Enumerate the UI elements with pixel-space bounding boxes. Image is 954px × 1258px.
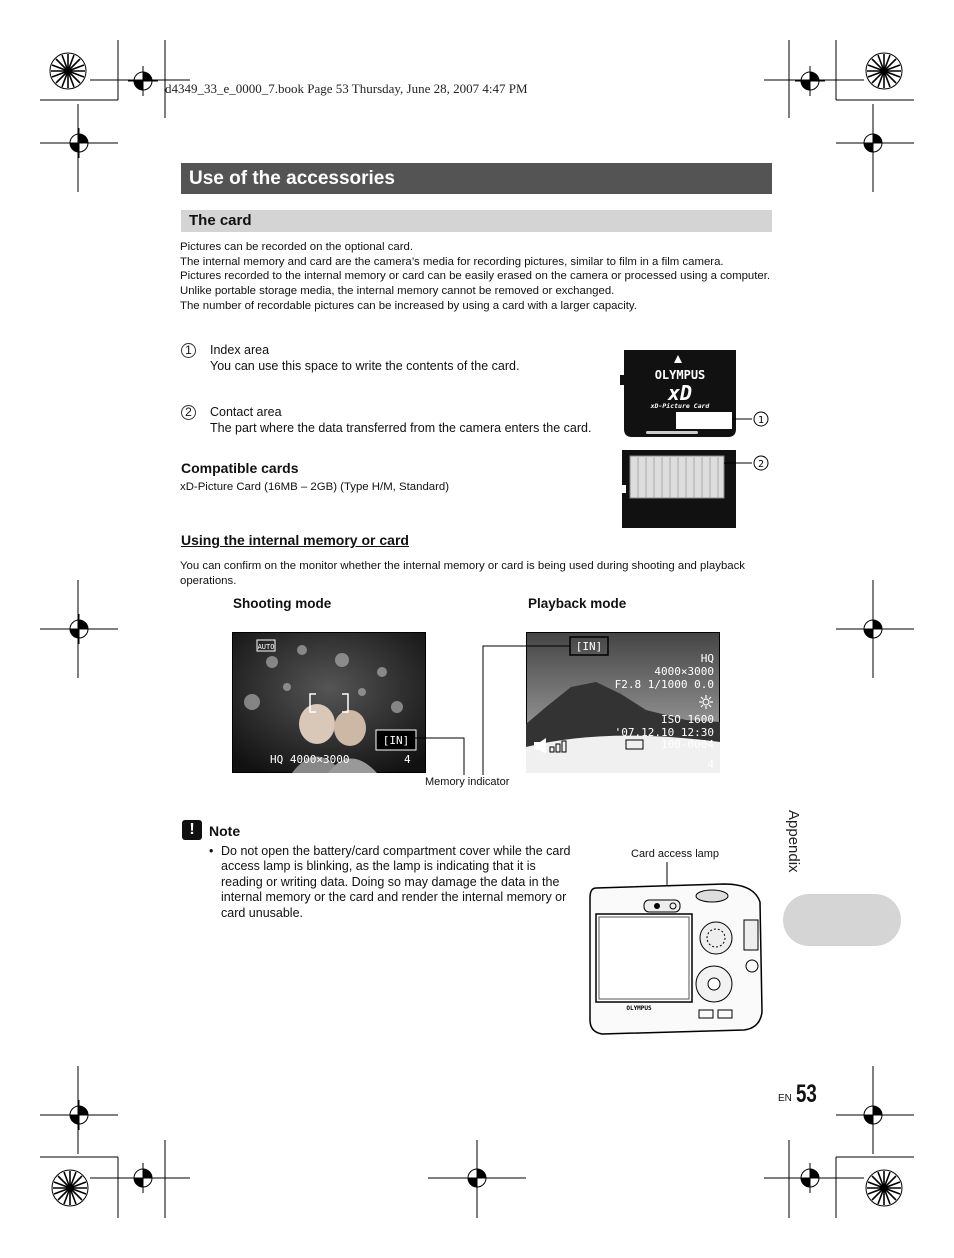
play-memory-indicator: [IN] xyxy=(575,640,603,653)
playback-mode-label: Playback mode xyxy=(528,596,627,611)
section-title: Use of the accessories xyxy=(181,163,772,194)
contact-area-desc: The part where the data transferred from the camera enters the card. xyxy=(210,421,592,435)
play-line: 100-0004 xyxy=(661,738,714,751)
memory-indicator-label: Memory indicator xyxy=(425,776,510,788)
note-bullet: • xyxy=(209,844,214,858)
intro-line: Pictures can be recorded on the optional card. xyxy=(180,241,414,253)
item-number: 2 xyxy=(181,405,196,420)
card-logo: xD xyxy=(667,381,693,405)
page-number: 53 xyxy=(796,1080,817,1108)
shoot-info: HQ 4000×3000 xyxy=(270,753,350,766)
note-text: Do not open the battery/card compartment cover while the card access lamp is blinking, as the lamp is indicating that it is reading or writing data. Doing so may damage the data in the internal memory or the card and render the internal memory or card unusable. xyxy=(221,844,571,920)
camera-brand: OLYMPUS xyxy=(626,1005,652,1012)
callout-1: 1 xyxy=(757,415,765,426)
side-tab-label: Appendix xyxy=(785,810,802,873)
intro-text xyxy=(180,240,776,314)
shoot-count: 4 xyxy=(404,753,411,766)
index-area-title: Index area xyxy=(210,343,270,357)
usage-title: Using the internal memory or card xyxy=(181,532,409,548)
card-brand: OLYMPUS xyxy=(654,368,706,382)
item-number: 1 xyxy=(181,343,196,358)
intro-line: Pictures recorded to the internal memory or card can be easily erased on the camera or processed using a computer. xyxy=(180,270,771,283)
page-language: EN xyxy=(778,1093,792,1104)
shoot-mode-icon: AUTO xyxy=(257,643,275,651)
memory-indicator-leaders xyxy=(400,640,590,780)
play-line: ISO 1600 xyxy=(661,713,714,726)
play-line: HQ xyxy=(700,652,714,665)
print-line: d4349_33_e_0000_7.book Page 53 Thursday, June 28, 2007 4:47 PM xyxy=(165,81,528,96)
shooting-mode-label: Shooting mode xyxy=(233,596,332,611)
play-line: 4000×3000 xyxy=(654,665,714,678)
shoot-memory-indicator: [IN] xyxy=(382,734,410,747)
xd-card-illustration xyxy=(618,345,778,540)
appendix-tab-marker xyxy=(783,894,901,946)
callout-2: 2 xyxy=(757,459,765,470)
compatible-cards-title: Compatible cards xyxy=(181,460,299,476)
shooting-mode-screen xyxy=(232,632,426,773)
card-subtitle: xD-Picture Card xyxy=(650,402,710,410)
index-area-desc: You can use this space to write the contents of the card. xyxy=(210,359,520,373)
intro-line: The number of recordable pictures can be increased by using a card with a larger capacity. xyxy=(180,299,637,312)
compatible-cards-text: xD-Picture Card (16MB – 2GB) (Type H/M, Standard) xyxy=(180,481,450,493)
note-title: Note xyxy=(209,823,241,839)
play-line: F2.8 1/1000 0.0 xyxy=(614,678,714,691)
contact-area-title: Contact area xyxy=(210,405,282,419)
subsection-title: The card xyxy=(181,210,772,232)
play-count: 4 xyxy=(707,758,714,771)
card-access-lamp-label: Card access lamp xyxy=(631,848,720,860)
usage-text: You can confirm on the monitor whether the internal memory or card is being used during shooting and playback operations. xyxy=(180,560,746,587)
intro-line: The internal memory and card are the camera’s media for recording pictures, similar to film in a film camera. xyxy=(180,255,724,268)
warning-icon: ! xyxy=(182,820,202,840)
camera-illustration xyxy=(584,862,769,1037)
play-line: '07.12.10 12:30 xyxy=(614,726,714,739)
intro-line: Unlike portable storage media, the internal memory cannot be removed or exchanged. xyxy=(180,285,615,298)
